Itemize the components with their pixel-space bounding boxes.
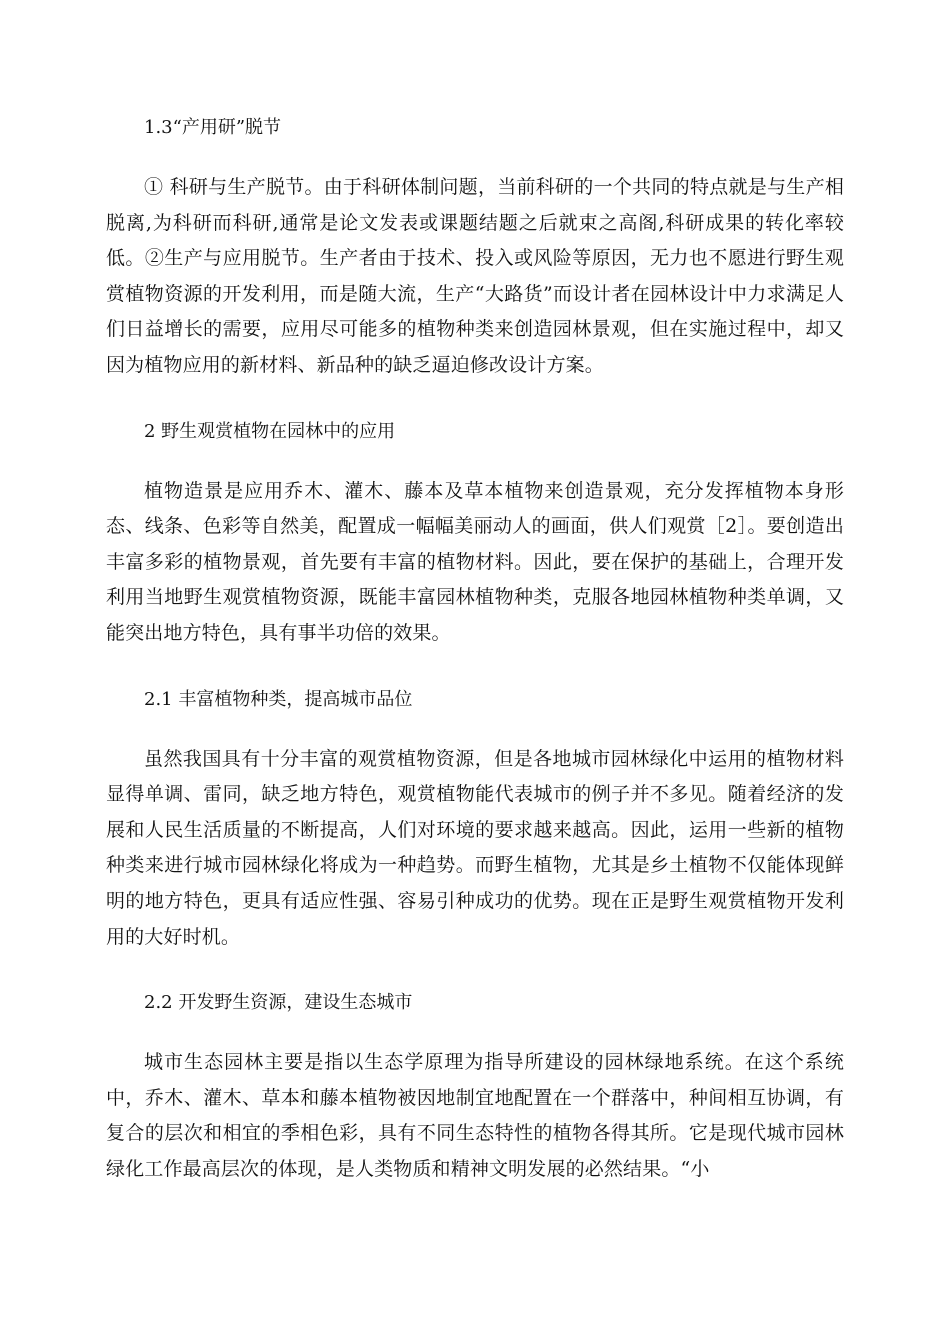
section-heading-2-2: 2.2 开发野生资源，建设生态城市 — [144, 992, 413, 1014]
section-body-1-3: ① 科研与生产脱节。由于科研体制问题，当前科研的一个共同的特点就是与生产相脱离,为科研而科研,通常是论文发表或课题结题之后就束之高阁,科研成果的转化率较低。②生产与应用脱节。生产者由于技术、投入或风险等原因，无力也不愿进行野生观赏植物资源的开发利用，而是随大流，生产“大路货”而设计者在园林设计中力求满足人们日益增长的需要，应用尽可能多的植物种类来创造园林景观，但在实施过程中，却又因为植物应用的新材料、新品种的缺乏逼迫修改设计方案。 — [106, 176, 844, 376]
section-heading-2-1: 2.1 丰富植物种类，提高城市品位 — [144, 688, 413, 710]
section-body-2: 植物造景是应用乔木、灌木、藤本及草本植物来创造景观，充分发挥植物本身形态、线条、色彩等自然美，配置成一幅幅美丽动人的画面，供人们观赏［2］。要创造出丰富多彩的植物景观，首先要有丰富的植物材料。因此，要在保护的基础上，合理开发利用当地野生观赏植物资源，既能丰富园林植物种类，克服各地园林植物种类单调，又能突出地方特色，具有事半功倍的效果。 — [106, 479, 844, 644]
section-heading-1-3: 1.3“产用研”脱节 — [144, 117, 282, 138]
document-page — [106, 112, 844, 1187]
section-heading-2: 2 野生观赏植物在园林中的应用 — [144, 420, 396, 442]
section-body-2-2: 城市生态园林主要是指以生态学原理为指导所建设的园林绿地系统。在这个系统中，乔木、灌木、草本和藤本植物被因地制宜地配置在一个群落中，种间相互协调，有复合的层次和相宜的季相色彩，具有不同生态特性的植物各得其所。它是现代城市园林绿化工作最高层次的体现，是人类物质和精神文明发展的必然结果。“小 — [106, 1051, 844, 1180]
section-body-2-1: 虽然我国具有十分丰富的观赏植物资源，但是各地城市园林绿化中运用的植物材料显得单调、雷同，缺乏地方特色，观赏植物能代表城市的例子并不多见。随着经济的发展和人民生活质量的不断提高，人们对环境的要求越来越高。因此，运用一些新的植物种类来进行城市园林绿化将成为一种趋势。而野生植物，尤其是乡土植物不仅能体现鲜明的地方特色，更具有适应性强、容易引种成功的优势。现在正是野生观赏植物开发利用的大好时机。 — [106, 747, 844, 948]
